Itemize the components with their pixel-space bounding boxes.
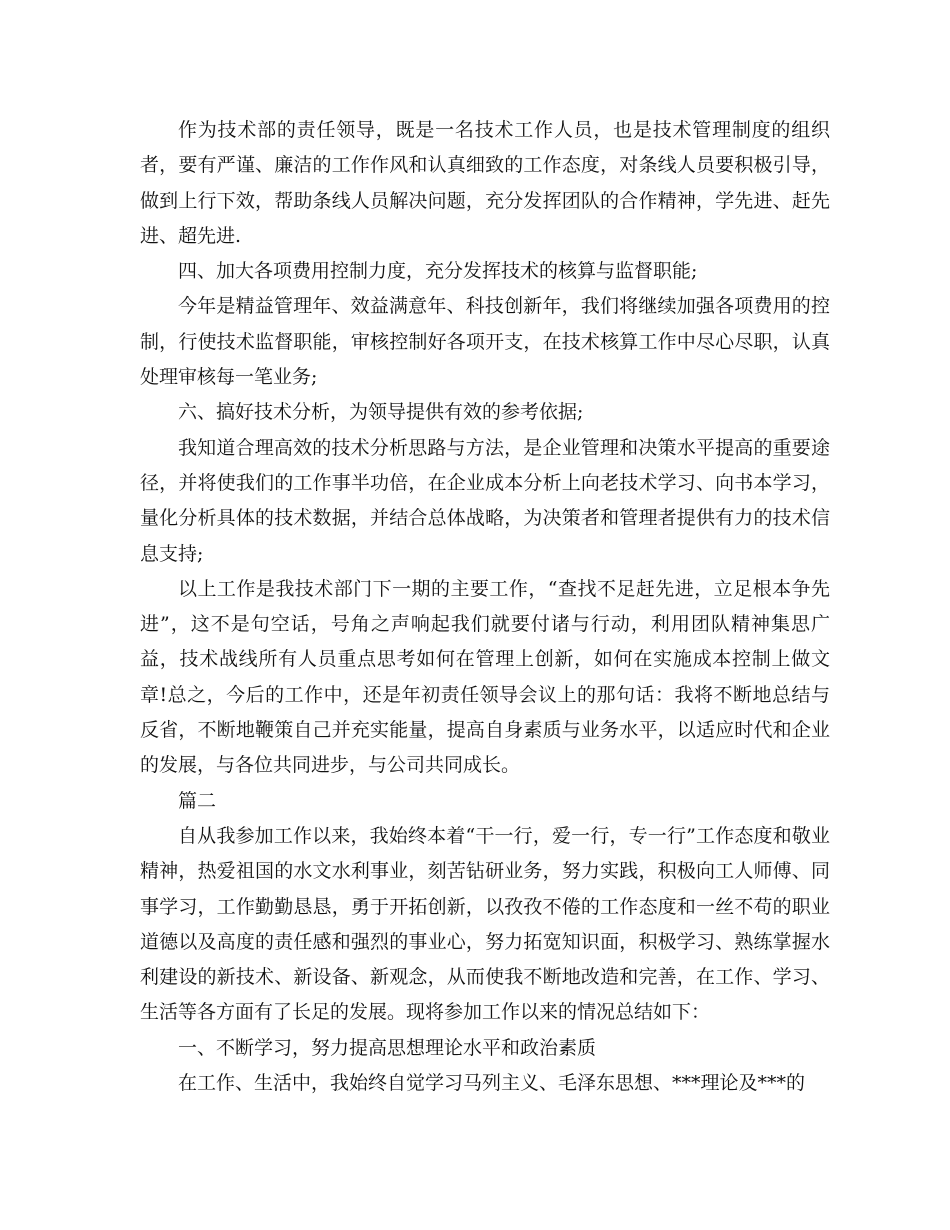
paragraph-summary: 以上工作是我技术部门下一期的主要工作，“查找不足赶先进，立足根本争先进”，这不是句空话，号角之声响起我们就要付诸与行动，利用团队精神集思广益，技术战线所有人员重点思考如何在管理上创新，如何在实施成本控制上做文章!总之，今后的工作中，还是年初责任领导会议上的那句话：我将不断地总结与反省，不断地鞭策自己并充实能量，提高自身素质与业务水平，以适应时代和企业的发展，与各位共同进步，与公司共同成长。: [140, 577, 830, 777]
heading-cost-control: 四、加大各项费用控制力度，充分发挥技术的核算与监督职能;: [178, 260, 698, 283]
heading-technical-analysis: 六、搞好技术分析，为领导提供有效的参考依据;: [178, 401, 584, 424]
paragraph-introduction: 自从我参加工作以来，我始终本着“干一行，爱一行，专一行”工作态度和敬业精神，热爱祖国的水文水利事业，刻苦钻研业务，努力实践，积极向工人师傅、同事学习，工作勤勤恳恳，勇于开拓创新，以孜孜不倦的工作态度和一丝不苟的职业道德以及高度的责任感和强烈的事业心，努力拓宽知识面，积极学习、熟练掌握水利建设的新技术、新设备、新观念，从而使我不断地改造和完善，在工作、学习、生活等各方面有了长足的发展。现将参加工作以来的情况总结如下：: [140, 824, 830, 1024]
paragraph-cost-control: 今年是精益管理年、效益满意年、科技创新年，我们将继续加强各项费用的控制，行使技术监督职能，审核控制好各项开支，在技术核算工作中尽心尽职，认真处理审核每一笔业务;: [140, 295, 830, 389]
paragraph-technical-analysis: 我知道合理高效的技术分析思路与方法，是企业管理和决策水平提高的重要途径，并将使我们的工作事半功倍，在企业成本分析上向老技术学习、向书本学习，量化分析具体的技术数据，并结合总体战略，为决策者和管理者提供有力的技术信息支持;: [140, 436, 830, 565]
paragraph-learning: 在工作、生活中，我始终自觉学习马列主义、毛泽东思想、***理论及***的: [178, 1072, 806, 1095]
document-body: [140, 113, 830, 1101]
paragraph-responsibility: 作为技术部的责任领导，既是一名技术工作人员，也是技术管理制度的组织者，要有严谨、廉洁的工作作风和认真细致的工作态度，对条线人员要积极引导，做到上行下效，帮助条线人员解决问题，充分发挥团队的合作精神，学先进、赶先进、超先进.: [140, 119, 830, 247]
heading-continuous-learning: 一、不断学习，努力提高思想理论水平和政治素质: [178, 1036, 597, 1059]
section-title-part-two: 篇二: [178, 789, 217, 812]
